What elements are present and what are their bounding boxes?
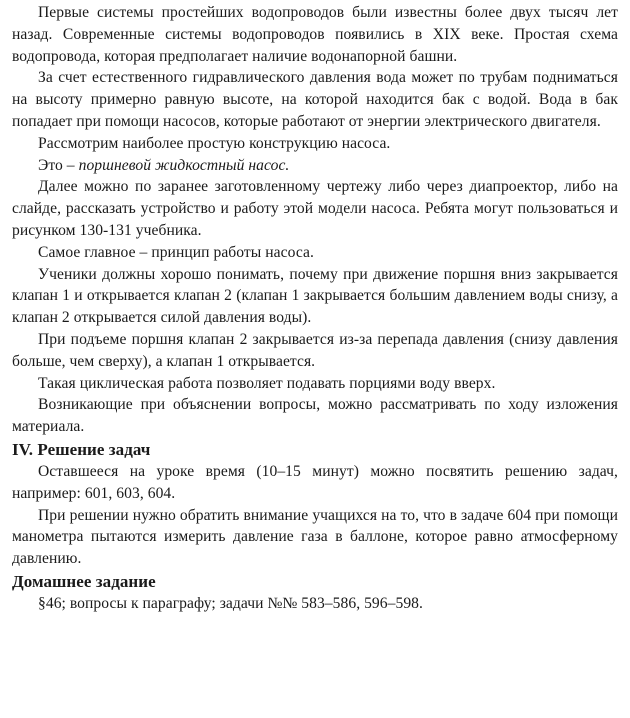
paragraph-valves-down: Ученики должны хорошо понимать, почему при движение поршня вниз закрывается клапан 1 и открывается клапан 2 (клапан 1 закрывается большим давлением воды снизу, а клапан 2 открывается силой давления воды). — [12, 265, 618, 327]
section-heading-homework: Домашнее задание — [12, 571, 156, 591]
paragraph-piston-pump — [12, 155, 618, 177]
paragraph-remaining-time: Оставшееся на уроке время (10–15 минут) можно посвятить решению задач, например: 601, 603, 604. — [12, 462, 618, 502]
paragraph-questions: Возникающие при объяснении вопросы, можно рассматривать по ходу изложения материала. — [12, 396, 618, 436]
paragraph-valves-up: При подъеме поршня клапан 2 закрывается из-за перепада давления (снизу давления больше, чем сверху), а клапан 1 открывается. — [12, 330, 618, 370]
paragraph-cyclic-work: Такая циклическая работа позволяет подавать порциями воду вверх. — [38, 374, 496, 392]
piston-pump-term: поршневой жидкостный насос. — [78, 156, 290, 174]
paragraph-water-supply-history: Первые системы простейших водопроводов были известны более двух тысяч лет назад. Современные системы водопроводов появились в XIX веке. Простая схема водопровода, которая предполагает наличие водонапорной башни. — [12, 4, 618, 65]
section-heading-problems: IV. Решение задач — [12, 439, 151, 459]
paragraph-hydraulic-pressure: За счет естественного гидравлического давления вода может по трубам подниматься на высоту примерно равную высоте, на которой находится бак с водой. Вода в бак попадает при помощи насосов, которые работают от энергии электрического двигателя. — [12, 69, 618, 130]
paragraph-manometer: При решении нужно обратить внимание учащихся на то, что в задаче 604 при помощи манометра пытаются измерить давление газа в баллоне, которое равно атмосферному давлению. — [12, 506, 618, 568]
paragraph-drawing-explanation: Далее можно по заранее заготовленному чертежу либо через диапроектор, либо на слайде, рассказать устройство и работу этой модели насоса. Ребята могут пользоваться и рисунком 130-131 учебника. — [12, 178, 618, 239]
paragraph-homework: §46; вопросы к параграфу; задачи №№ 583–586, 596–598. — [38, 594, 423, 612]
paragraph-pump-intro: Рассмотрим наиболее простую конструкцию насоса. — [38, 134, 391, 152]
piston-pump-prefix: Это – — [38, 156, 79, 174]
paragraph-main-principle: Самое главное – принцип работы насоса. — [38, 243, 314, 261]
